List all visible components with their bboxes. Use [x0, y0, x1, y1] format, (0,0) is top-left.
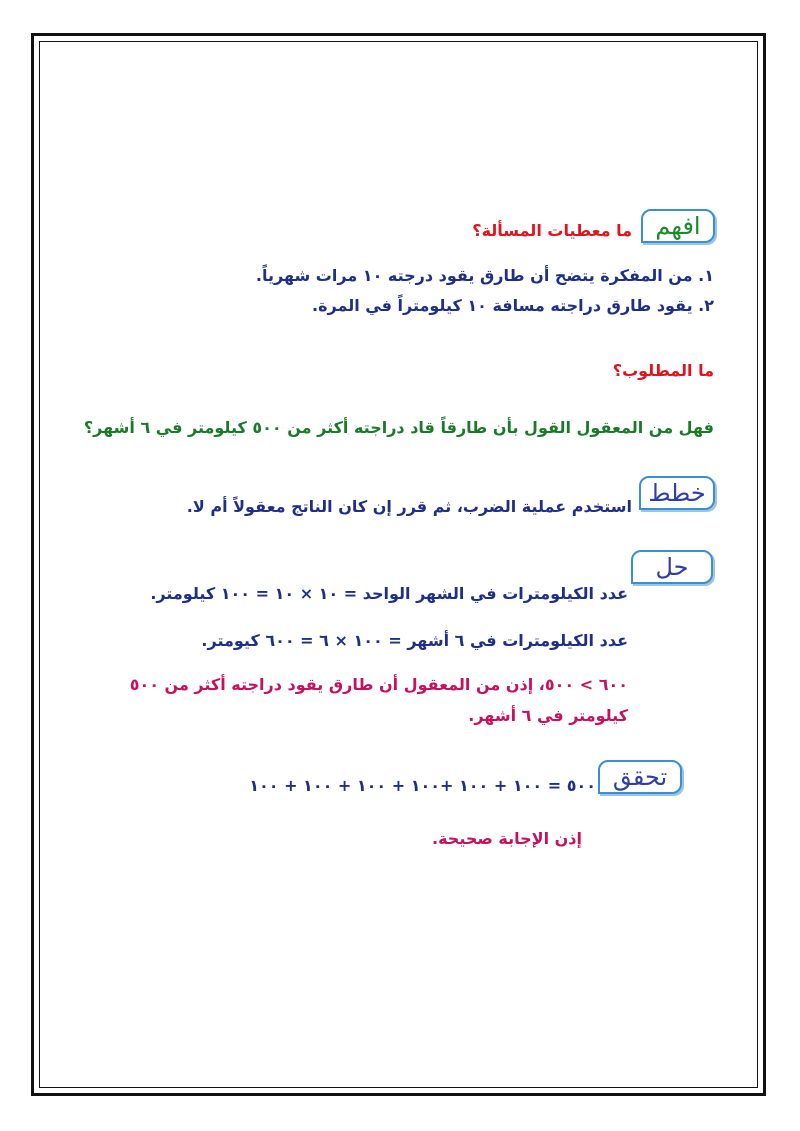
check-badge — [598, 760, 682, 794]
given-item-1: ١. من المفكرة يتضح أن طارق يقود درجته ١٠ مرات شهرياً. — [255, 266, 714, 285]
solve-badge-label: حل — [655, 553, 689, 581]
solve-line-2: عدد الكيلومترات في ٦ أشهر = ١٠٠ × ٦ = ٦٠٠ كيومتر. — [201, 631, 628, 650]
check-result: إذن الإجابة صحيحة. — [432, 829, 582, 848]
understand-badge-label: افهم — [655, 212, 701, 240]
plan-badge-label: خطط — [648, 479, 706, 507]
check-equation: ٥٠٠ = ١٠٠ + ١٠٠ +١٠٠ + ١٠٠ + ١٠٠ + ١٠٠ — [249, 776, 596, 795]
solve-conclusion-1: ٦٠٠ > ٥٠٠، إذن من المعقول أن طارق يقود دراجته أكثر من ٥٠٠ — [129, 675, 628, 694]
required-heading: ما المطلوب؟ — [612, 361, 714, 380]
understand-question: ما معطيات المسألة؟ — [472, 221, 632, 240]
solve-conclusion-2: كيلومتر في ٦ أشهر. — [468, 706, 628, 725]
plan-text: استخدم عملية الضرب، ثم قرر إن كان الناتج معقولاً أم لا. — [186, 497, 632, 516]
solve-badge — [631, 550, 713, 584]
plan-badge — [639, 476, 715, 510]
required-question: فهل من المعقول القول بأن طارقاً قاد دراجته أكثر من ٥٠٠ كيلومتر في ٦ أشهر؟ — [83, 418, 714, 437]
check-badge-label: تحقق — [612, 763, 668, 791]
solve-line-1: عدد الكيلومترات في الشهر الواحد = ١٠ × ١٠ = ١٠٠ كيلومتر. — [150, 584, 628, 603]
given-item-2: ٢. يقود طارق دراجته مسافة ١٠ كيلومتراً في المرة. — [312, 296, 714, 315]
understand-badge — [641, 209, 715, 243]
